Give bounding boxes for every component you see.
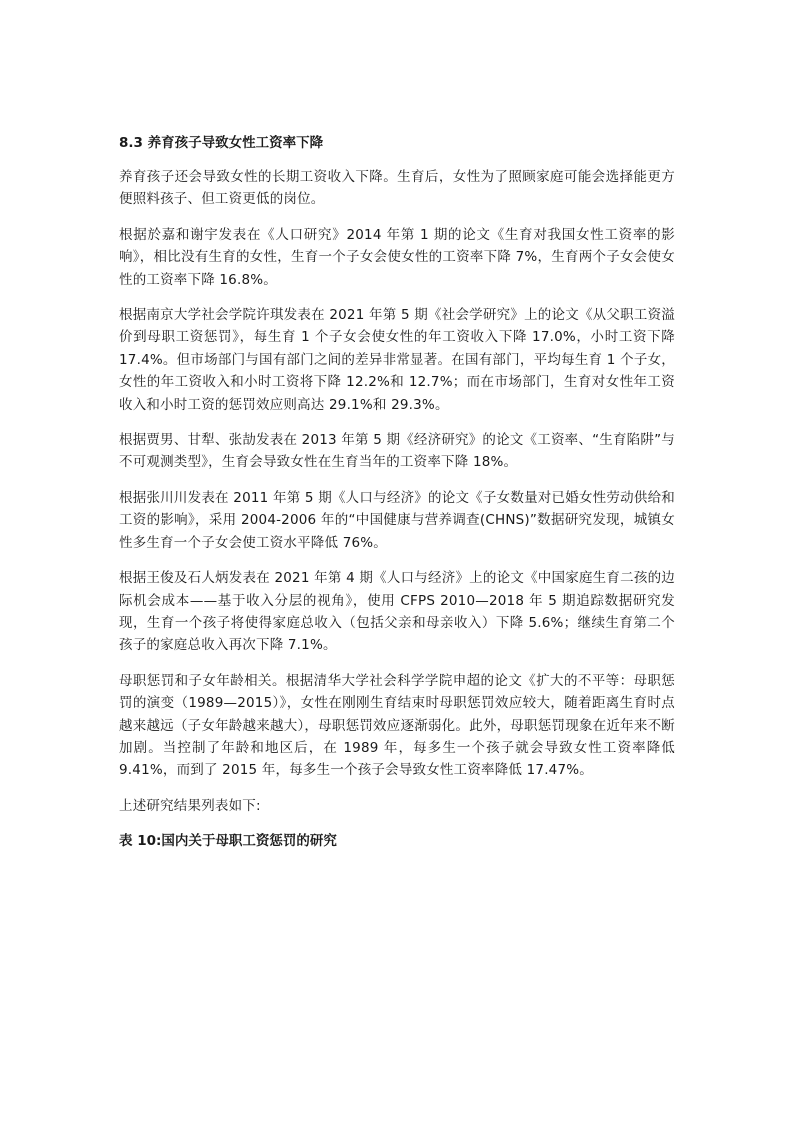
paragraph-table-intro: 上述研究结果列表如下: bbox=[119, 797, 261, 814]
paragraph-intro: 养育孩子还会导致女性的长期工资收入下降。生育后，女性为了照顾家庭可能会选择能更方便照料孩子、但工资更低的岗位。 bbox=[119, 169, 675, 208]
document-page bbox=[119, 132, 675, 852]
table-caption: 表 10:国内关于母职工资惩罚的研究 bbox=[119, 833, 337, 850]
paragraph-shen-chao-study: 母职惩罚和子女年龄相关。根据清华大学社会科学学院申超的论文《扩大的不平等：母职惩罚的演变（1989—2015）》，女性在刚刚生育结束时母职惩罚效应较大，随着距离生育时点越来越远（子女年龄越来越大），母职惩罚效应逐渐弱化。此外，母职惩罚现象在近年来不断加剧。当控制了年龄和地区后，在 1989 年，每多生一个孩子就会导致女性工资率降低 9.41%，而到了 2015 年，每多生一个孩子会导致女性工资率降低 17.47%。 bbox=[119, 672, 675, 779]
paragraph-xu-qi-study: 根据南京大学社会学院许琪发表在 2021 年第 5 期《社会学研究》上的论文《从父职工资溢价到母职工资惩罚》，每生育 1 个子女会使女性的年工资收入下降 17.0%，小时工资下降 17.4%。但市场部门与国有部门之间的差异非常显著。在国有部门，平均每生育 1 个子女，女性的年工资收入和小时工资将下降 12.2%和 12.7%；而在市场部门，生育对女性年工资收入和小时工资的惩罚效应则高达 29.1%和 29.3%。 bbox=[119, 307, 675, 413]
paragraph-jia-gan-zhang-study: 根据贾男、甘犁、张劼发表在 2013 年第 5 期《经济研究》的论文《工资率、“生育陷阱”与不可观测类型》，生育会导致女性在生育当年的工资率下降 18%。 bbox=[119, 432, 675, 471]
paragraph-zhang-chuanchuan-study: 根据张川川发表在 2011 年第 5 期《人口与经济》的论文《子女数量对已婚女性劳动供给和工资的影响》，采用 2004-2006 年的“中国健康与营养调查(CHNS)”数据研究发现，城镇女性多生育一个子女会使工资水平降低 76%。 bbox=[119, 489, 675, 551]
paragraph-yu-xie-study: 根据於嘉和谢宇发表在《人口研究》2014 年第 1 期的论文《生育对我国女性工资率的影响》，相比没有生育的女性，生育一个子女会使女性的工资率下降 7%，生育两个子女会使女性的工资率下降 16.8%。 bbox=[119, 226, 675, 288]
section-heading: 8.3 养育孩子导致女性工资率下降 bbox=[119, 135, 324, 151]
paragraph-wang-shi-study: 根据王俊及石人炳发表在 2021 年第 4 期《人口与经济》上的论文《中国家庭生育二孩的边际机会成本——基于收入分层的视角》，使用 CFPS 2010—2018 年 5 期追踪数据研究发现，生育一个孩子将使得家庭总收入（包括父亲和母亲收入）下降 5.6%；继续生育第二个孩子的家庭总收入再次下降 7.1%。 bbox=[119, 570, 675, 654]
